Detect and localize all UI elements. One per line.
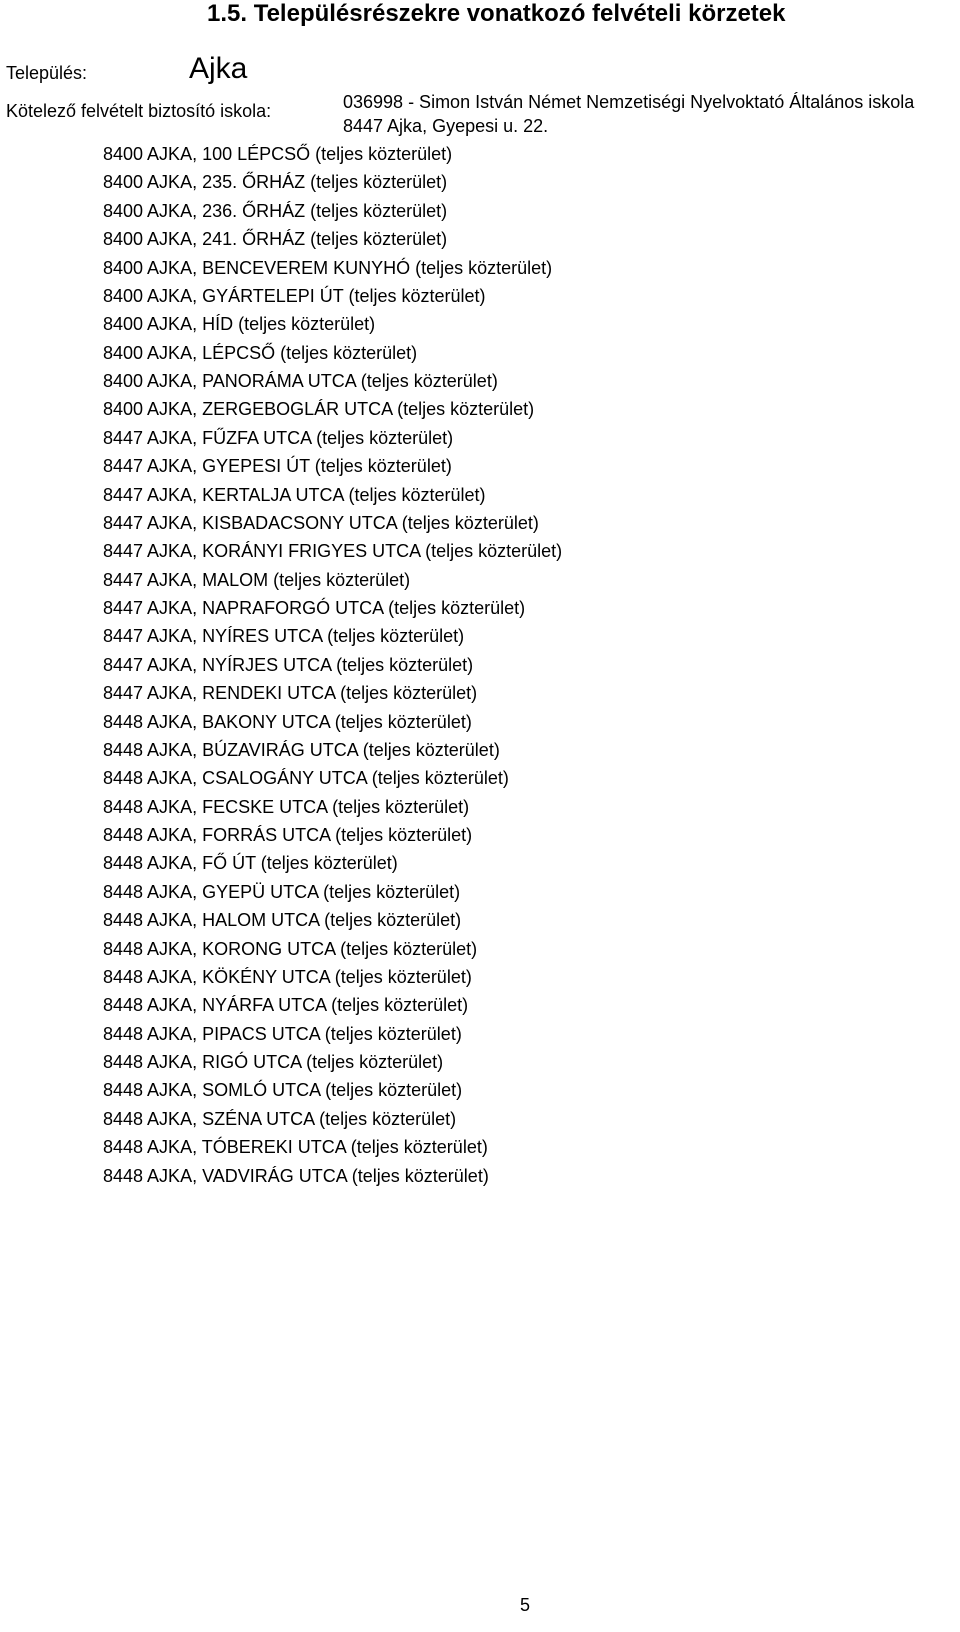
street-list (103, 140, 562, 1190)
street-item: 8447 AJKA, NAPRAFORGÓ UTCA (teljes közterület) (103, 598, 526, 618)
telepules-value: Ajka (189, 52, 248, 85)
street-item: 8447 AJKA, KORÁNYI FRIGYES UTCA (teljes közterület) (103, 541, 563, 562)
street-item: 8448 AJKA, VADVIRÁG UTCA (teljes közterület) (103, 1165, 489, 1186)
street-item: 8400 AJKA, 235. ŐRHÁZ (teljes közterület) (103, 172, 448, 193)
street-item: 8448 AJKA, SOMLÓ UTCA (teljes közterület) (103, 1080, 463, 1101)
street-item: 8448 AJKA, CSALOGÁNY UTCA (teljes közterület) (103, 768, 509, 789)
street-item: 8448 AJKA, FECSKE UTCA (teljes közterület) (103, 796, 470, 817)
street-item: 8447 AJKA, GYEPESI ÚT (teljes közterület) (103, 456, 452, 477)
street-item: 8448 AJKA, FŐ ÚT (teljes közterület) (103, 853, 398, 874)
street-item: 8448 AJKA, TÓBEREKI UTCA (teljes közterület) (103, 1137, 488, 1158)
street-item: 8448 AJKA, GYEPÜ UTCA (teljes közterület) (103, 881, 461, 902)
street-item: 8448 AJKA, KÖKÉNY UTCA (teljes közterület) (103, 966, 472, 987)
street-item: 8448 AJKA, RIGÓ UTCA (teljes közterület) (103, 1052, 444, 1072)
iskola-label: Kötelező felvételt biztosító iskola: (6, 101, 272, 121)
street-item: 8447 AJKA, NYÍRJES UTCA (teljes közterület) (103, 654, 474, 675)
street-item: 8400 AJKA, PANORÁMA UTCA (teljes közterület) (103, 371, 498, 391)
street-item: 8447 AJKA, MALOM (teljes közterület) (103, 569, 411, 590)
street-item: 8448 AJKA, FORRÁS UTCA (teljes közterület) (103, 825, 473, 845)
street-item: 8400 AJKA, 236. ŐRHÁZ (teljes közterület) (103, 200, 448, 221)
telepules-label: Település: (6, 63, 88, 83)
street-item: 8400 AJKA, HÍD (teljes közterület) (103, 314, 376, 335)
street-item: 8400 AJKA, 100 LÉPCSŐ (teljes közterület) (103, 144, 453, 164)
street-item: 8400 AJKA, GYÁRTELEPI ÚT (teljes közterület) (103, 285, 486, 306)
page-number: 5 (520, 1595, 531, 1615)
street-item: 8447 AJKA, FŰZFA UTCA (teljes közterület) (103, 427, 454, 448)
street-item: 8447 AJKA, KERTALJA UTCA (teljes közterület) (103, 484, 486, 505)
street-item: 8447 AJKA, KISBADACSONY UTCA (teljes közterület) (103, 512, 539, 533)
street-item: 8448 AJKA, NYÁRFA UTCA (teljes közterület) (103, 995, 469, 1016)
street-item: 8448 AJKA, HALOM UTCA (teljes közterület) (103, 910, 462, 931)
street-item: 8448 AJKA, SZÉNA UTCA (teljes közterület) (103, 1108, 457, 1129)
street-item: 8400 AJKA, 241. ŐRHÁZ (teljes közterület) (103, 229, 448, 250)
school-address: 8447 Ajka, Gyepesi u. 22. (343, 116, 549, 136)
street-item: 8448 AJKA, BÚZAVIRÁG UTCA (teljes közterület) (103, 739, 500, 760)
street-item: 8400 AJKA, LÉPCSŐ (teljes közterület) (103, 342, 418, 363)
street-item: 8448 AJKA, BAKONY UTCA (teljes közterület) (103, 711, 472, 732)
school-name: 036998 - Simon István Német Nemzetiségi Nyelvoktató Általános iskola (343, 92, 915, 112)
street-item: 8448 AJKA, PIPACS UTCA (teljes közterület) (103, 1023, 462, 1044)
street-item: 8447 AJKA, RENDEKI UTCA (teljes közterület) (103, 683, 478, 704)
street-item: 8400 AJKA, BENCEVEREM KUNYHÓ (teljes közterület) (103, 257, 553, 278)
section-title: 1.5. Településrészekre vonatkozó felvételi körzetek (207, 0, 786, 27)
street-item: 8447 AJKA, NYÍRES UTCA (teljes közterület) (103, 626, 465, 647)
street-item: 8400 AJKA, ZERGEBOGLÁR UTCA (teljes közterület) (103, 399, 535, 420)
street-item: 8448 AJKA, KORONG UTCA (teljes közterület) (103, 938, 478, 959)
